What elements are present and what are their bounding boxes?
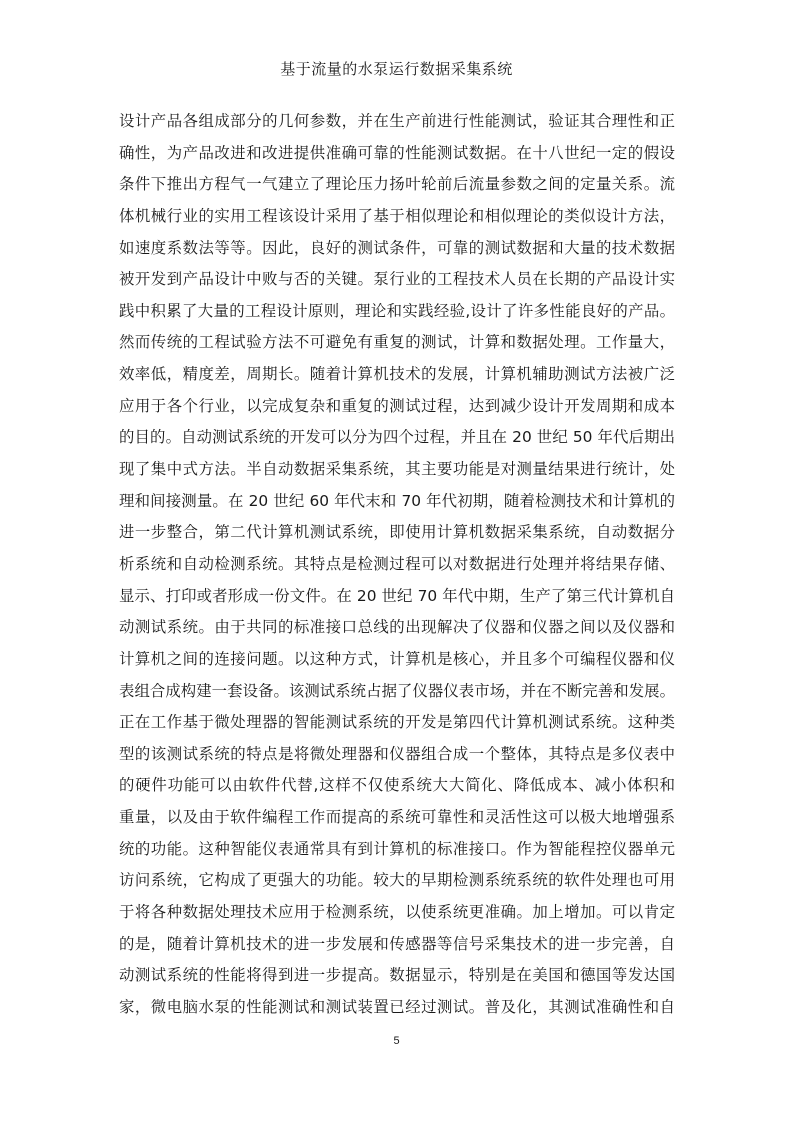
- text-line: 进一步整合，第二代计算机测试系统，即使用计算机数据采集系统，自动数据分: [119, 523, 675, 542]
- page-number: [0, 1034, 793, 1048]
- text-line: 现了集中式方法。半自动数据采集系统，其主要功能是对测量结果进行统计，处: [119, 460, 675, 479]
- text-line: 于将各种数据处理技术应用于检测系统，以使系统更准确。加上增加。可以肯定: [119, 903, 675, 922]
- text-line: 型的该测试系统的特点是将微处理器和仪器组合成一个整体，其特点是多仪表中: [119, 744, 675, 763]
- text-line: 的硬件功能可以由软件代替,这样不仅使系统大大简化、降低成本、减小体积和: [119, 776, 675, 795]
- text-line: 条件下推出方程气一气建立了理论压力扬叶轮前后流量参数之间的定量关系。流: [119, 175, 675, 194]
- text-line: 设计产品各组成部分的几何参数，并在生产前进行性能测试，验证其合理性和正: [119, 112, 675, 130]
- text-line: 显示、打印或者形成一份文件。在 20 世纪 70 年代中期，生产了第三代计算机自: [119, 586, 675, 605]
- text-line: 计算机之间的连接问题。以这种方式，计算机是核心，并且多个可编程仪器和仪: [119, 649, 675, 668]
- text-line: 的是，随着计算机技术的进一步发展和传感器等信号采集技术的进一步完善，自: [119, 934, 675, 953]
- text-line: 析系统和自动检测系统。其特点是检测过程可以对数据进行处理并将结果存储、: [119, 554, 675, 573]
- document-title: 基于流量的水泵运行数据采集系统: [280, 60, 513, 78]
- text-line: 访问系统，它构成了更强大的功能。较大的早期检测系统系统的软件处理也可用: [119, 871, 675, 890]
- text-line: 如速度系数法等等。因此，良好的测试条件，可靠的测试数据和大量的技术数据: [119, 238, 675, 257]
- text-line: 理和间接测量。在 20 世纪 60 年代末和 70 年代初期，随着检测技术和计算机的: [119, 491, 675, 510]
- text-line: 重量，以及由于软件编程工作而提高的系统可靠性和灵活性这可以极大地增强系: [119, 808, 675, 827]
- text-line: 统的功能。这种智能仪表通常具有到计算机的标准接口。作为智能程控仪器单元: [119, 839, 675, 858]
- text-line: 确性，为产品改进和改进提供准确可靠的性能测试数据。在十八世纪一定的假设: [119, 143, 675, 162]
- page-number-value: 5: [393, 1035, 400, 1047]
- text-line: 被开发到产品设计中败与否的关键。泵行业的工程技术人员在长期的产品设计实: [119, 270, 675, 289]
- text-line: 应用于各个行业，以完成复杂和重复的测试过程，达到减少设计开发周期和成本: [119, 396, 675, 415]
- page-header: [0, 59, 793, 79]
- text-line: 效率低，精度差，周期长。随着计算机技术的发展，计算机辅助测试方法被广泛: [119, 365, 675, 384]
- text-line: 家，微电脑水泵的性能测试和测试装置已经过测试。普及化，其测试准确性和自: [119, 997, 675, 1016]
- text-line: 动测试系统。由于共同的标准接口总线的出现解决了仪器和仪器之间以及仪器和: [119, 618, 675, 637]
- text-line: 动测试系统的性能将得到进一步提高。数据显示，特别是在美国和德国等发达国: [119, 966, 675, 985]
- text-line: 表组合成构建一套设备。该测试系统占据了仪器仪表市场，并在不断完善和发展。: [119, 681, 675, 700]
- text-line: 然而传统的工程试验方法不可避免有重复的测试，计算和数据处理。工作量大，: [119, 333, 675, 352]
- text-line: 的目的。自动测试系统的开发可以分为四个过程，并且在 20 世纪 50 年代后期出: [119, 428, 675, 447]
- body-text: [119, 106, 675, 1024]
- text-line: 践中积累了大量的工程设计原则，理论和实践经验,设计了许多性能良好的产品。: [119, 301, 675, 320]
- text-line: 正在工作基于微处理器的智能测试系统的开发是第四代计算机测试系统。这种类: [119, 713, 675, 732]
- text-line: 体机械行业的实用工程该设计采用了基于相似理论和相似理论的类似设计方法，: [119, 206, 675, 225]
